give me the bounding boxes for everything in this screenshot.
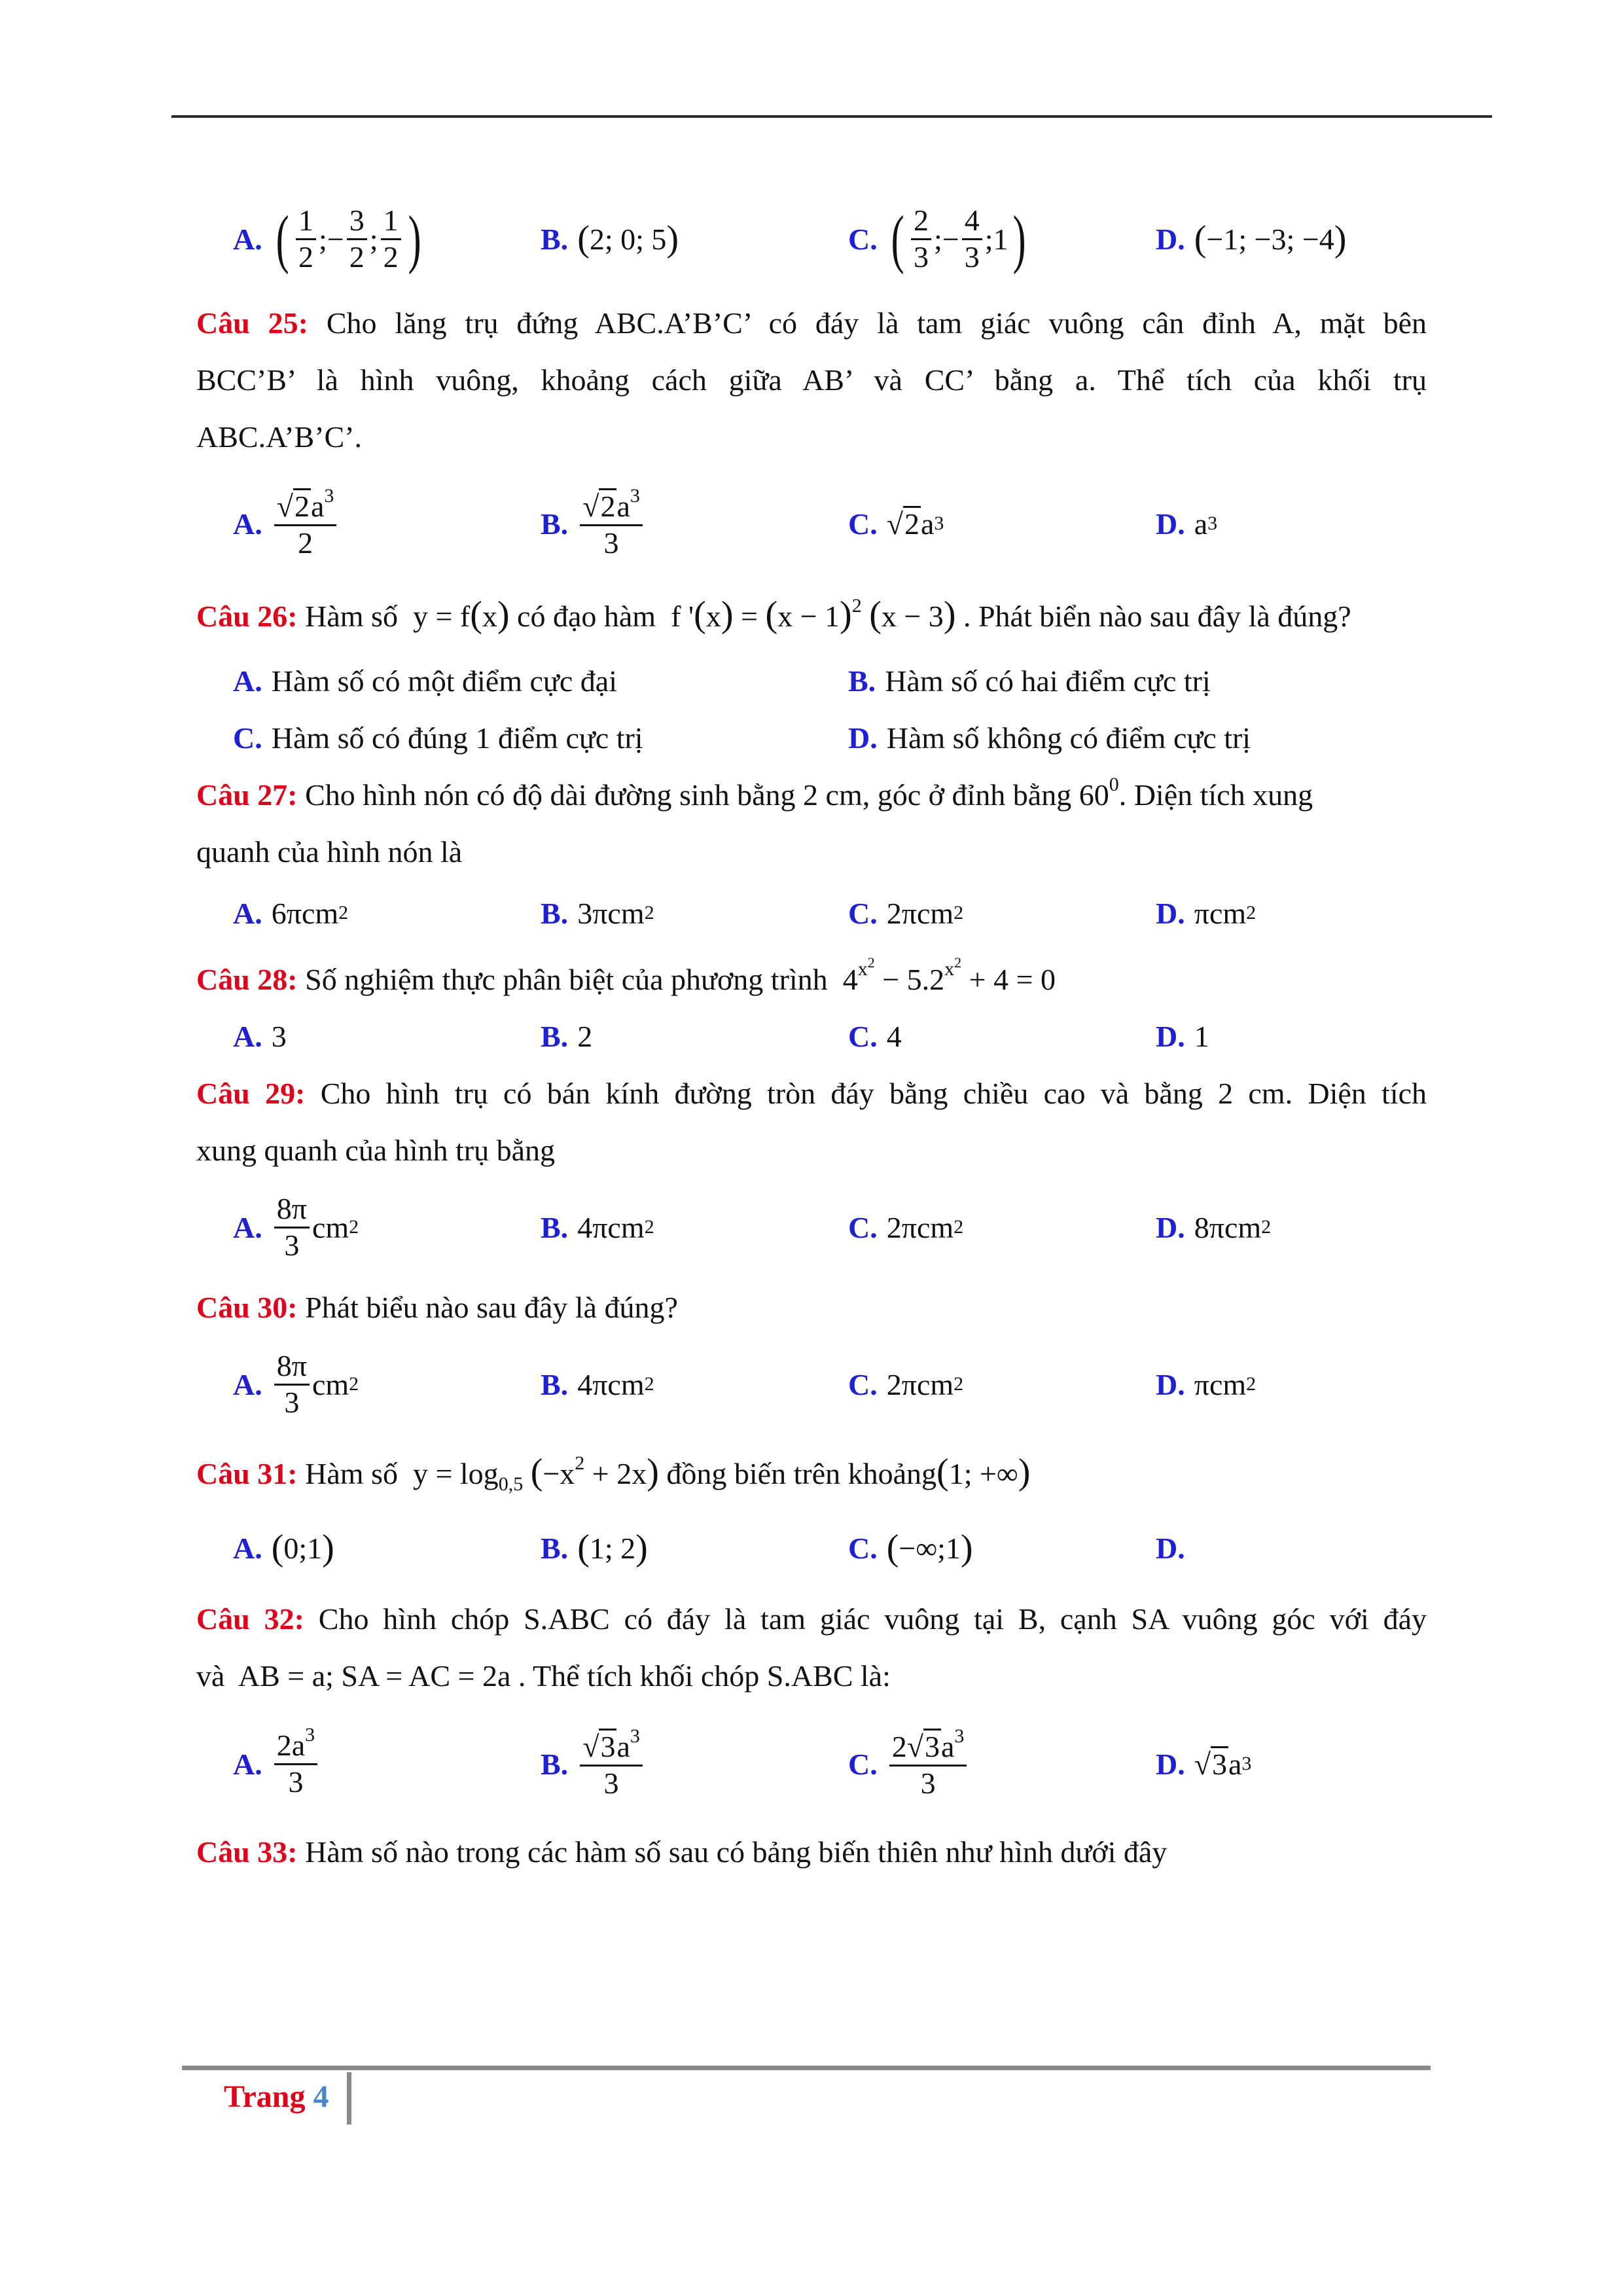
- q32-options: [196, 1721, 1427, 1806]
- question-33: Câu 33: Hàm số nào trong các hàm số sau có bảng biến thiên như hình dưới đây: [196, 1835, 1168, 1869]
- fraction: $\frac{1}{2}$: [381, 205, 401, 273]
- q24-option-d[interactable]: D. ( −1; −3; −4 ): [1156, 219, 1347, 259]
- q28-options: [196, 1008, 1427, 1065]
- q24-options: [196, 196, 1427, 281]
- fraction: $\frac{2√3a^3}{3}$: [889, 1729, 967, 1800]
- q26-options-row1: [196, 653, 1427, 709]
- q30-option-b[interactable]: B. 4πcm 2: [541, 1367, 654, 1401]
- fraction: $\frac{8\pi}{3}$: [274, 1193, 310, 1261]
- q29-option-d[interactable]: D. 8πcm 2: [1156, 1210, 1272, 1244]
- q30-option-c[interactable]: C. 2πcm 2: [848, 1367, 964, 1401]
- q25-option-c[interactable]: C. √2 a 3: [848, 507, 944, 541]
- question-28: Câu 28: Số nghiệm thực phân biệt của phương trình $4^{x^2} - 5.2^{x^2} + 4 = 0$: [196, 954, 1056, 996]
- question-32: Câu 32: Cho hình chóp S.ABC có đáy là tam giác vuông tại B, cạnh SA vuông góc với đáy và AB = a; SA = AC = 2a . Thể tích khối chóp S.ABC là:: [196, 1602, 1427, 1693]
- q32-option-c[interactable]: C. $\frac{2√3a^3}{3}$: [848, 1721, 969, 1806]
- q26-option-a[interactable]: A. Hàm số có một điểm cực đại: [233, 664, 617, 698]
- q31-options: [196, 1518, 1427, 1577]
- q28-option-c[interactable]: C. 4: [848, 1020, 902, 1053]
- question-27: Câu 27: Cho hình nón có độ dài đường sinh bằng 2 cm, góc ở đỉnh bằng $60^0$. Diện tích xung quanh của hình nón là: [196, 774, 1313, 869]
- q30-options: [196, 1342, 1427, 1427]
- q31-option-a[interactable]: A. ( 0;1 ): [233, 1528, 334, 1568]
- q28-option-d[interactable]: D. 1: [1156, 1020, 1209, 1053]
- q31-option-b[interactable]: B. ( 1; 2 ): [541, 1528, 648, 1568]
- q28-option-a[interactable]: A. 3: [233, 1020, 287, 1053]
- q26-option-c[interactable]: C. Hàm số có đúng 1 điểm cực trị: [233, 721, 643, 755]
- q31-option-d[interactable]: D.: [1156, 1531, 1185, 1565]
- q27-options: [196, 884, 1427, 942]
- question-25: Câu 25: Cho lăng trụ đứng ABC.A’B’C’ có đáy là tam giác vuông cân đỉnh A, mặt bên BCC’B’ là hình vuông, khoảng cách giữa AB’ và CC’ bằng a. Thể tích của khối trụ ABC.A’B’C’.: [196, 306, 1427, 454]
- q27-option-d[interactable]: D. πcm 2: [1156, 896, 1257, 930]
- header-rule: [171, 115, 1492, 118]
- fraction: $\frac{√2a^3}{3}$: [580, 488, 643, 560]
- q27-option-a[interactable]: A. 6πcm 2: [233, 896, 349, 930]
- fraction: $\frac{1}{2}$: [296, 205, 316, 273]
- page-number: Trang 4: [224, 2079, 329, 2114]
- footer-rule: [182, 2066, 1431, 2070]
- question-26: Câu 26: Hàm số y = f(x) có đạo hàm f '$(x) = (x - 1)^2$ (x − 3) . Phát biển nào sau đây là đúng?: [196, 594, 1351, 635]
- q24-option-c[interactable]: C. ( $\frac{2}{3}$ ;− $\frac{4}{3}$ ;1 ): [848, 202, 1026, 275]
- q32-option-a[interactable]: A. $\frac{2a^3}{3}$: [233, 1721, 320, 1806]
- fraction: $\frac{2a^3}{3}$: [274, 1730, 317, 1798]
- q27-option-b[interactable]: B. 3πcm 2: [541, 896, 654, 930]
- q28-option-b[interactable]: B. 2: [541, 1020, 593, 1053]
- q29-options: [196, 1185, 1427, 1270]
- q24-option-b[interactable]: B. ( 2; 0; 5 ): [541, 219, 679, 259]
- q25-option-a[interactable]: A. $\frac{√2a^3}{2}$: [233, 481, 339, 566]
- fraction: $\frac{8\pi}{3}$: [274, 1350, 310, 1418]
- q31-option-c[interactable]: C. ( −∞;1 ): [848, 1528, 973, 1568]
- q32-option-d[interactable]: D. √3 a 3: [1156, 1747, 1252, 1781]
- q25-option-d[interactable]: D. a 3: [1156, 507, 1218, 541]
- q25-options: [196, 481, 1427, 566]
- fraction: $\frac{4}{3}$: [962, 205, 982, 273]
- q29-option-c[interactable]: C. 2πcm 2: [848, 1210, 964, 1244]
- fraction: $\frac{√3a^3}{3}$: [580, 1729, 643, 1800]
- q26-options-row2: [196, 709, 1427, 766]
- q29-option-a[interactable]: A. $\frac{8\pi}{3}$ cm 2: [233, 1192, 359, 1262]
- question-29: Câu 29: Cho hình trụ có bán kính đường tròn đáy bằng chiều cao và bằng 2 cm. Diện tích xung quanh của hình trụ bằng: [196, 1077, 1427, 1167]
- q30-option-a[interactable]: A. $\frac{8\pi}{3}$ cm 2: [233, 1349, 359, 1419]
- q29-option-b[interactable]: B. 4πcm 2: [541, 1210, 654, 1244]
- q25-option-b[interactable]: B. $\frac{√2a^3}{3}$: [541, 481, 645, 566]
- fraction: $\frac{√2a^3}{2}$: [274, 488, 337, 560]
- fraction: $\frac{2}{3}$: [911, 205, 931, 273]
- q24-option-a[interactable]: A. ( $\frac{1}{2}$ ;− $\frac{3}{2}$ ; $\frac{1}{2}$ ): [233, 202, 421, 275]
- q26-option-b[interactable]: B. Hàm số có hai điểm cực trị: [848, 664, 1211, 698]
- fraction: $\frac{3}{2}$: [347, 205, 367, 273]
- q30-option-d[interactable]: D. πcm 2: [1156, 1367, 1257, 1401]
- footer-divider: [347, 2072, 351, 2125]
- q32-option-b[interactable]: B. $\frac{√3a^3}{3}$: [541, 1721, 645, 1806]
- q26-option-d[interactable]: D. Hàm số không có điểm cực trị: [848, 721, 1251, 755]
- question-30: Câu 30: Phát biểu nào sau đây là đúng?: [196, 1291, 678, 1324]
- q27-option-c[interactable]: C. 2πcm 2: [848, 896, 964, 930]
- question-31: Câu 31: Hàm số $y = \log_{0,5} (-x^2 + 2x)$ đồng biến trên khoảng(1; +∞): [196, 1452, 1031, 1495]
